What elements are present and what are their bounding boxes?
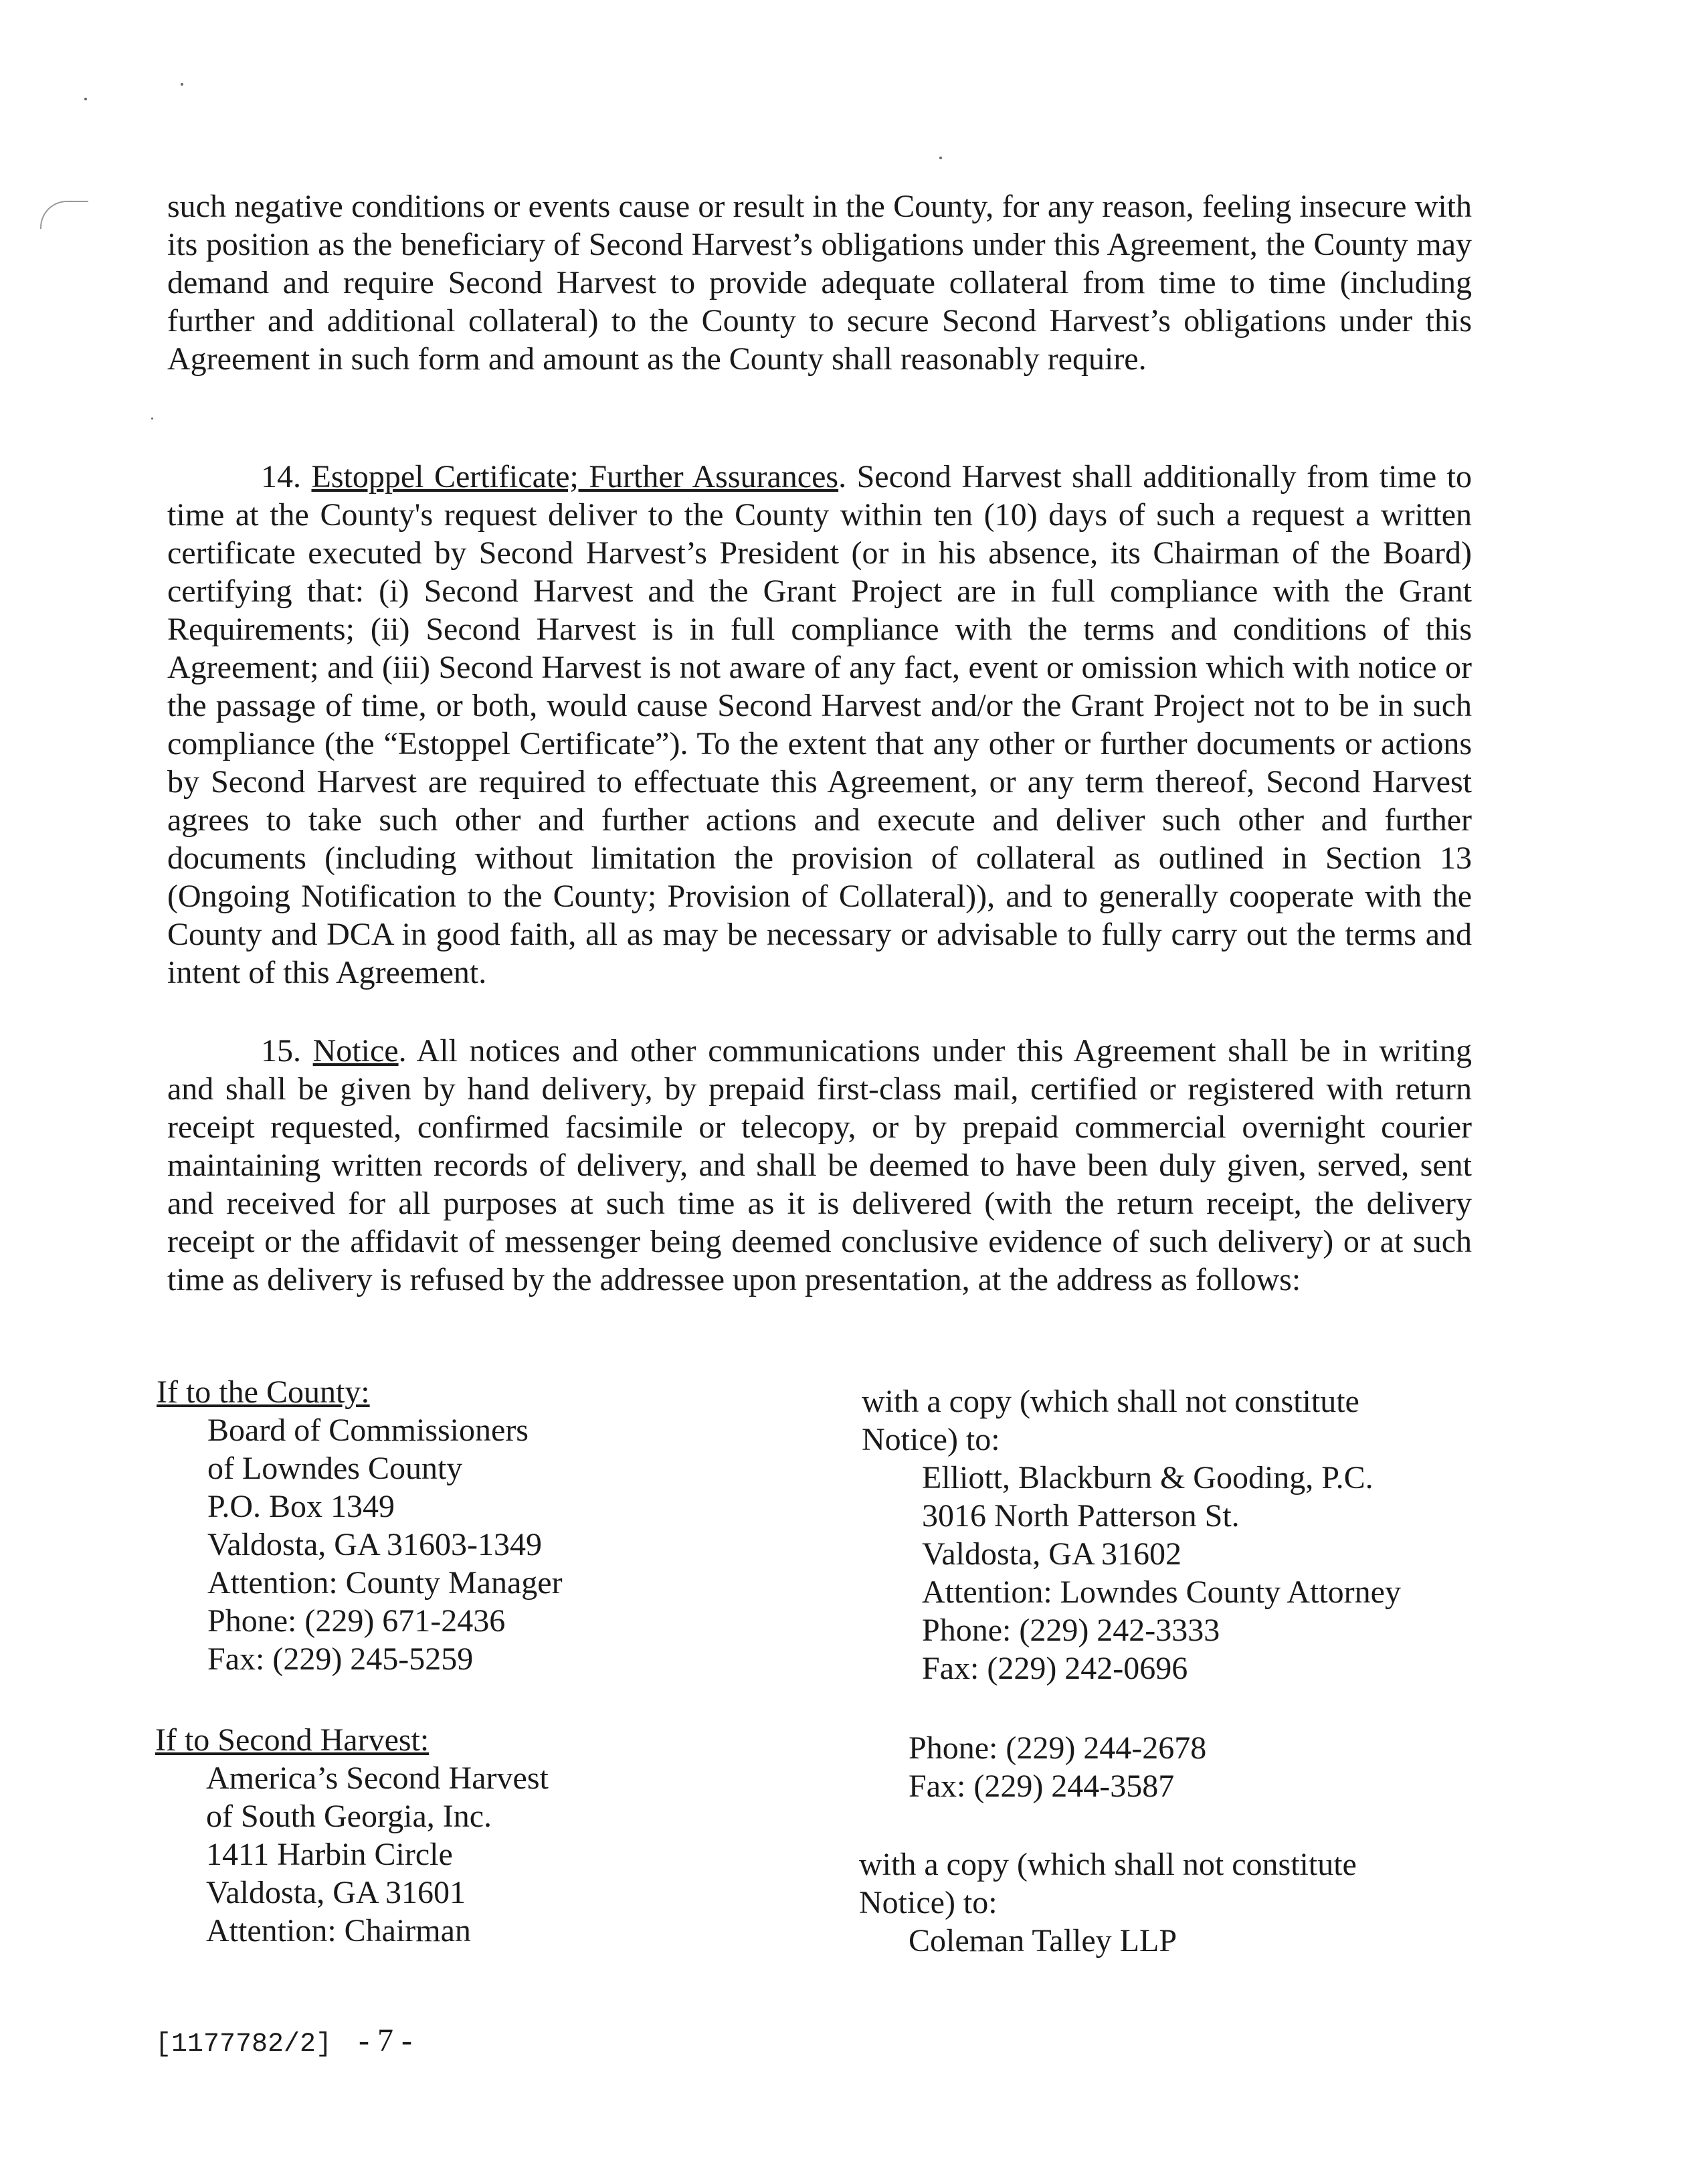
harvest-address-block [155,1721,549,1950]
harvest-line: America’s Second Harvest [206,1760,549,1796]
county-copy-block [862,1382,1401,1688]
county-copy-line: Attention: Lowndes County Attorney [922,1574,1401,1610]
section-15 [167,1032,1472,1299]
page-footer [155,2022,412,2060]
county-copy-line: Phone: (229) 242-3333 [922,1613,1220,1648]
harvest-line: 1411 Harbin Circle [206,1837,453,1872]
county-copy-intro: with a copy (which shall not constitute [862,1384,1359,1419]
harvest-copy-intro: Notice) to: [859,1885,998,1920]
county-copy-intro: Notice) to: [862,1422,1000,1457]
county-copy-line: Elliott, Blackburn & Gooding, P.C. [922,1460,1374,1495]
harvest-copy-intro: with a copy (which shall not constitute [859,1847,1357,1882]
scan-speck [939,157,942,159]
harvest-fax: Fax: (229) 244-3587 [909,1768,1175,1804]
county-line: Phone: (229) 671-2436 [207,1603,506,1639]
harvest-contact-block [909,1729,1206,1805]
scan-speck [84,98,87,100]
harvest-copy-line: Coleman Talley LLP [909,1923,1177,1959]
harvest-phone: Phone: (229) 244-2678 [909,1730,1207,1766]
scan-speck [151,418,153,420]
county-heading: If to the County: [157,1374,370,1410]
section-14-number: 14. [261,459,301,494]
county-copy-line: Valdosta, GA 31602 [922,1536,1181,1572]
continuation-paragraph: such negative conditions or events cause or result in the County, for any reason, feeling insecure with its position as the beneficiary of Second Harvest’s obligations under this Agreement, the County may demand and require Second Harvest to provide adequate collateral from time to time (including further and additional collateral) to the County to secure Second Harvest’s obligations under this Agreement in such form and amount as the County shall reasonably require. [167,189,1472,377]
harvest-heading: If to Second Harvest: [155,1722,430,1758]
county-line: Fax: (229) 245-5259 [207,1641,474,1677]
county-line: P.O. Box 1349 [207,1489,395,1524]
scan-speck [181,83,183,86]
section-15-number: 15. [261,1033,301,1069]
harvest-line: Attention: Chairman [206,1913,471,1948]
section-14-title: Estoppel Certificate; Further Assurances [311,459,839,494]
doc-id: [1177782/2] [155,2029,333,2060]
scan-edge-mark [40,201,88,229]
county-line: Board of Commissioners [207,1413,529,1448]
harvest-copy-block [859,1845,1357,1960]
harvest-line: of South Georgia, Inc. [206,1799,492,1834]
county-copy-line: Fax: (229) 242-0696 [922,1651,1188,1686]
county-line: Valdosta, GA 31603-1349 [207,1527,542,1562]
page-number: - 7 - [359,2023,413,2058]
section-14-body: . Second Harvest shall additionally from time to time at the County's request deliver to the County within ten (10) days of such a request a written certificate executed by Second Harvest’s President (or in his absence, its Chairman of the Board) certifying that: (i) Second Harvest and the Grant Project are in full compliance with the Grant Requirements; (ii) Second Harvest is in full compliance with the terms and conditions of this Agreement; and (iii) Second Harvest is not aware of any fact, event or omission which with notice or the passage of time, or both, would cause Second Harvest and/or the Grant Project not to be in such compliance (the “Estoppel Certificate”). To the extent that any other or further documents or actions by Second Harvest are required to effectuate this Agreement, or any term thereof, Second Harvest agrees to take such other and further actions and execute and deliver such other and further documents (including without limitation the provision of collateral as outlined in Section 13 (Ongoing Notification to the County; Provision of Collateral)), and to generally cooperate with the County and DCA in good faith, all as may be necessary or advisable to fully carry out the terms and intent of this Agreement. [167,459,1473,990]
section-15-title: Notice [312,1033,399,1069]
county-line: of Lowndes County [207,1451,463,1486]
county-copy-line: 3016 North Patterson St. [922,1498,1240,1534]
county-address-block [157,1373,563,1678]
county-line: Attention: County Manager [207,1565,563,1601]
section-15-body: . All notices and other communications under this Agreement shall be in writing and shall be given by hand delivery, by prepaid first-class mail, certified or registered with return receipt requested, confirmed facsimile or telecopy, or by prepaid commercial overnight courier maintaining written records of delivery, and shall be deemed to have been duly given, served, sent and received for all purposes at such time as it is delivered (with the return receipt, the delivery receipt or the affidavit of messenger being deemed conclusive evidence of such delivery) or at such time as delivery is refused by the addressee upon presentation, at the address as follows: [167,1033,1473,1297]
harvest-line: Valdosta, GA 31601 [206,1875,466,1910]
section-14 [167,458,1472,992]
